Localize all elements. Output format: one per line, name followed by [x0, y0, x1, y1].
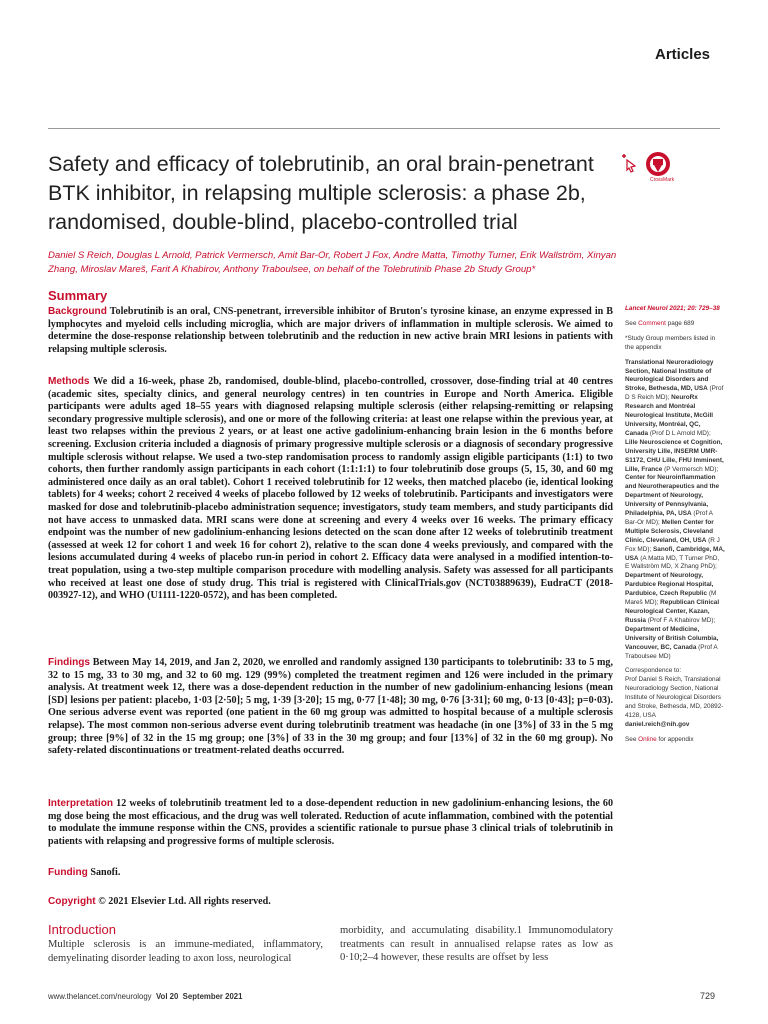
affiliation-name: NeuroRx Research and Montréal Neurological Institute, McGill University, Montréal, QC, Canada	[625, 394, 714, 437]
interpretation-text: 12 weeks of tolebrutinib treatment led to a dose-dependent reduction in new gadolinium-enhancing lesions, the 60 mg dose being the most efficacious, and the drug was well tolerated. Reduction of acute inflammation, combined with the potential to modulate the immune response within the CNS, provides a scientific rationale to pursue phase 3 clinical trials of tolebrutinib in patients with relapsing and progressive forms of multiple sclerosis.	[48, 798, 613, 847]
correspondence	[625, 667, 725, 729]
header-divider	[48, 128, 720, 129]
affiliation-name: Department of Medicine, University of British Columbia, Vancouver, BC, Canada	[625, 625, 719, 651]
correspondence-label: Correspondence to:	[625, 667, 682, 675]
affiliation-author: (Prof D S Reich MD);	[625, 385, 724, 402]
affiliation-author: (Prof F A Khabirov MD);	[645, 616, 716, 624]
findings-paragraph	[48, 657, 613, 758]
affiliation-author: (Prof A Bar-Or MD);	[625, 510, 713, 526]
appendix-prefix: See	[625, 735, 639, 743]
affiliation-author: (R J Fox MD);	[625, 536, 720, 553]
affiliation-name: Translational Neuroradiology Section, National Institute of Neurological Disorders and Stroke, Bethesda, MD, USA	[625, 358, 714, 393]
findings-text: Between May 14, 2019, and Jan 2, 2020, we enrolled and randomly assigned 130 participants to tolebrutinib: 33 to 5 mg, 32 to 15 mg, 33 to 30 mg, and 32 to 60 mg. 129 (99%) completed the treatment regimen and 126 were included in the primary analysis. At treatment week 12, there was a dose-dependent reduction in the number of new gadolinium-enhancing lesions (mean [SD] lesions per patient: placebo, 1·03 [2·50]; 5 mg, 1·39 [3·20]; 15 mg, 0·77 [1·48]; 30 mg, 0·76 [3·31]; 60 mg, 0·13 [0·43]; p=0·03). One serious adverse event was reported (one patient in the 60 mg group was admitted to hospital because of a multiple sclerosis relapse). The most common non-serious adverse event during tolebrutinib treatment was headache (in one [3%] of 33 in the 5 mg group; three [9%] of 32 in the 15 mg group; one [3%] of 33 in the 30 mg group; and four [13%] of 32 in the 60 mg group). No safety-related discontinuations or treatment-related deaths occurred.	[48, 657, 613, 757]
author-list: Daniel S Reich, Douglas L Arnold, Patrick Vermersch, Amit Bar-Or, Robert J Fox, Andre Matta, Timothy Turner, Erik Wallström, Xinyan Zhang, Miroslav Mareš, Farit A Khabirov, Anthony Traboulsee, on behalf of the Tolebrutinib Phase 2b Study Group*	[48, 250, 617, 275]
affiliation-author: (A Matta MD, T Turner PhD, E Wallström MD, X Zhang PhD);	[625, 554, 720, 571]
appendix-suffix: for appendix	[656, 735, 694, 743]
findings-label: Findings	[48, 657, 91, 668]
article-title: Safety and efficacy of tolebrutinib, an oral brain-penetrant BTK inhibitor, in relapsing multiple sclerosis: a phase 2b, randomised, double-blind, placebo-controlled trial	[48, 152, 594, 234]
section-label: Articles	[655, 46, 711, 63]
correspondence-address: Prof Daniel S Reich, Translational Neuroradiology Section, National Institute of Neurological Disorders and Stroke, Bethesda, MD, 20892-4128, USA	[625, 676, 724, 719]
journal-citation: Lancet Neurol 2021; 20: 729–38	[625, 305, 720, 312]
page-number: 729	[700, 991, 716, 1001]
affiliation-name: Republican Clinical Neurological Center, Kazan, Russia	[625, 599, 720, 624]
introduction-heading: Introduction	[48, 922, 116, 937]
appendix-link[interactable]: Online	[638, 735, 657, 743]
crossmark-label: CrossMark	[650, 177, 675, 183]
footer-date: September 2021	[182, 992, 243, 1001]
introduction-right-column: morbidity, and accumulating disability.1 Immunomodulatory treatments can result in annualised relapse rates as low as 0·10;2–4 however, these results are offset by less	[340, 925, 613, 963]
study-group-note: *Study Group members listed in the appendix	[625, 334, 716, 351]
see-comment-note	[625, 320, 725, 329]
background-paragraph	[48, 306, 613, 356]
summary-heading: Summary	[48, 288, 108, 303]
affiliation-author: (Prof D L Arnold MD);	[648, 429, 711, 437]
copyright-text: © 2021 Elsevier Ltd. All rights reserved.	[98, 896, 271, 907]
see-comment-suffix: page 689	[665, 319, 695, 327]
copyright-paragraph	[48, 896, 613, 909]
affiliations	[625, 359, 725, 662]
methods-paragraph	[48, 376, 613, 603]
background-label: Background	[48, 306, 107, 317]
interpretation-label: Interpretation	[48, 798, 114, 809]
see-comment-prefix: See	[625, 319, 639, 327]
correspondence-email[interactable]: daniel.reich@nih.gov	[625, 720, 690, 728]
margin-sidebar	[625, 305, 725, 751]
affiliation-author: (Prof A Traboulsee MD)	[625, 643, 718, 660]
footer-volume: Vol 20	[155, 992, 179, 1001]
methods-label: Methods	[48, 376, 90, 387]
crossmark-icon	[618, 150, 678, 190]
affiliation-author: (P Vermersch MD);	[662, 465, 719, 473]
comment-link[interactable]: Comment	[638, 319, 666, 327]
affiliation-name: Department of Neurology, Pardubice Regional Hospital, Pardubice, Czech Republic	[625, 572, 714, 598]
interpretation-paragraph	[48, 798, 613, 848]
appendix-note	[625, 736, 725, 745]
funding-paragraph	[48, 867, 613, 880]
copyright-label: Copyright	[48, 896, 96, 907]
funding-text: Sanofi.	[90, 867, 121, 878]
affiliation-name: Sanofi, Cambridge, MA, USA	[625, 545, 725, 562]
introduction-left-column: Multiple sclerosis is an immune-mediated, inflammatory, demyelinating disorder leading to axon loss, neurological	[48, 939, 323, 964]
footer-citation	[48, 992, 242, 1001]
affiliation-author: (M Mareš MD);	[625, 590, 717, 607]
footer-url[interactable]: www.thelancet.com/neurology	[48, 992, 152, 1001]
funding-label: Funding	[48, 867, 88, 878]
methods-text: We did a 16-week, phase 2b, randomised, double-blind, placebo-controlled, crossover, dose-finding trial at 40 centres (academic sites, specialty clinics, and general neurology centres) in ten countries in Europe and North America. Eligible participants were adults aged 18–55 years with diagnosed relapsing multiple sclerosis (either relapsing-remitting or relapsing secondary progressive multiple sclerosis), and one or more of the following criteria: at least one relapse within the previous year, at least two relapses within the previous 2 years, or at least one active gadolinium-enhancing brain lesion in the 6 months before screening. Exclusion criteria included a diagnosis of primary progressive multiple sclerosis or a diagnosis of secondary progressive multiple sclerosis without relapse. We used a two-step randomisation process to randomly assign eligible participants (1:1) to two cohorts, then further randomly assign participants in each cohort (1:1:1:1) to four tolebrutinib dose groups (5, 15, 30, and 60 mg administered once daily as an oral tablet). Cohort 1 received tolebrutinib for 12 weeks, then matched placebo (ie, identical looking tablets) for 4 weeks; cohort 2 received 4 weeks of placebo followed by 12 weeks of tolebrutinib. Participants and investigators were masked for dose and tolebrutinib-placebo administration sequence; investigators, study team members, and study participants did not have access to unmasked data. MRI scans were done at screening and every 4 weeks over 16 weeks. The primary efficacy endpoint was the number of new gadolinium-enhancing lesions detected on the scan done after 12 weeks of tolebrutinib treatment (assessed at week 12 for cohort 1 and week 16 for cohort 2), relative to the scan done 4 weeks previously, and compared with the lesions accumulated during 4 weeks of placebo run-in period in cohort 2. Efficacy data were analysed in a modified intention-to-treat population, using a two-step multiple comparison procedure with modelling analysis. Safety was assessed for all participants who received at least one dose of study drug. This trial is registered with ClinicalTrials.gov (NCT03889639), EudraCT (2018-003927-12), and WHO (U1111-1220-0572), and has been completed.	[48, 376, 613, 602]
affiliation-name: Center for Neuroinflammation and Neurotherapeutics and the Department of Neurology, University of Pennsylvania, Philadelphia, PA, USA	[625, 474, 720, 518]
background-text: Tolebrutinib is an oral, CNS-penetrant, irreversible inhibitor of Bruton's tyrosine kinase, an enzyme expressed in B lymphocytes and myeloid cells including microglia, which are major drivers of inflammation in multiple sclerosis. We aimed to determine the dose-response relationship between tolebrutinib and the reduction in new active brain MRI lesions in patients with relapsing multiple sclerosis.	[48, 306, 613, 355]
affiliation-name: Lille Neuroscience et Cognition, University Lille, INSERM UMR-S1172, CHU Lille, FHU Imminent, Lille, France	[625, 438, 724, 473]
crossmark-button[interactable]	[618, 150, 678, 190]
affiliation-name: Mellen Center for Multiple Sclerosis, Cleveland Clinic, Cleveland, OH, USA	[625, 518, 714, 544]
